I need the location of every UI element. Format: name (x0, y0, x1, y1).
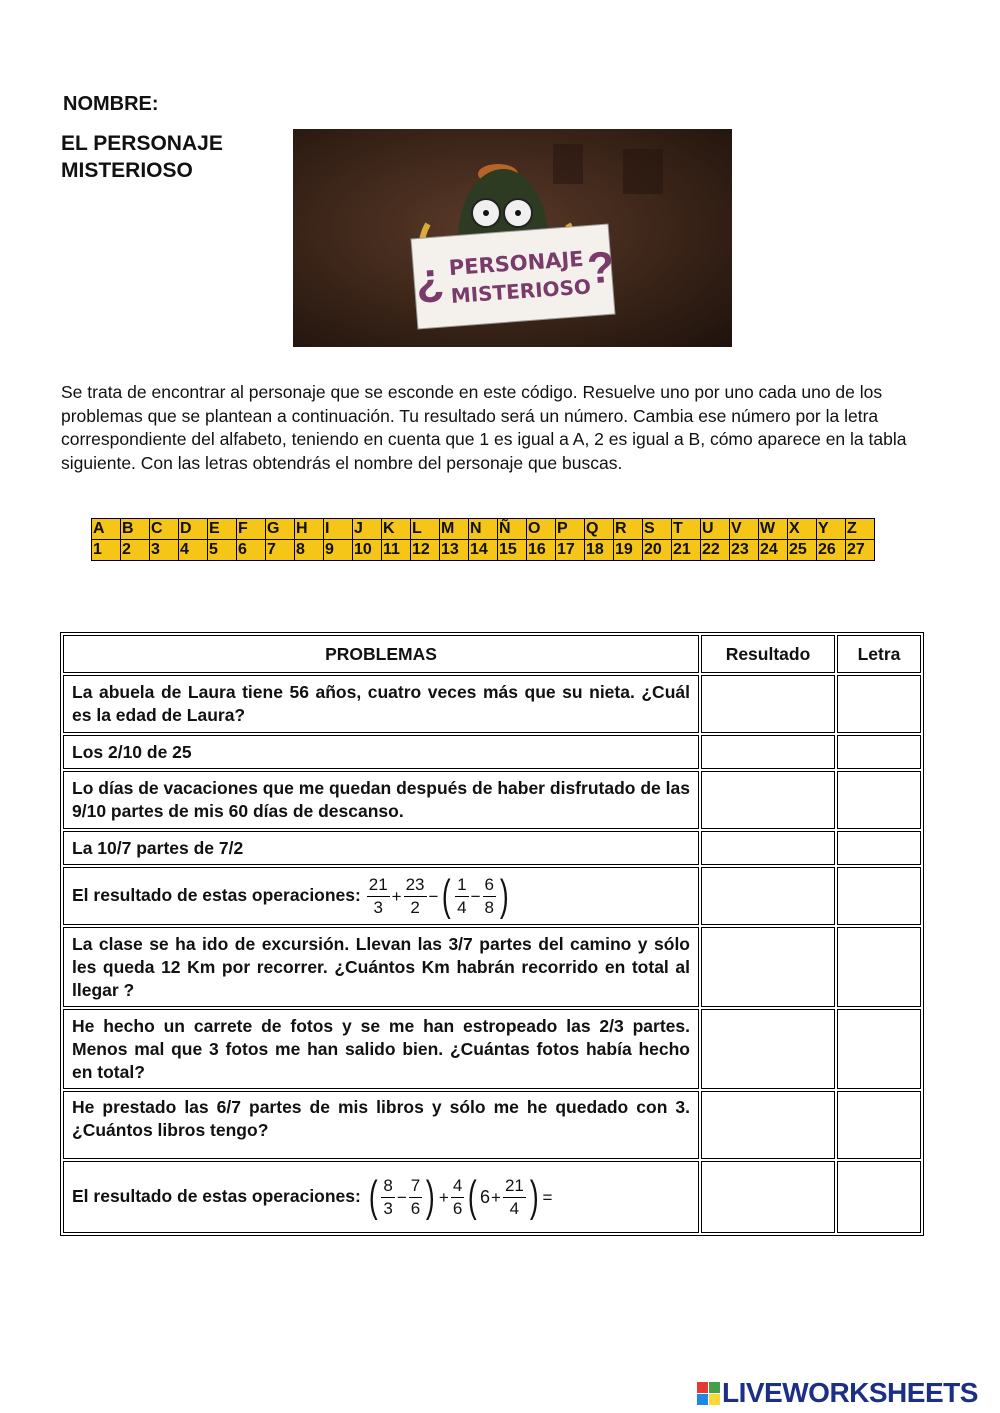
alphabet-letter-cell: X (788, 519, 817, 540)
denominator: 6 (410, 1198, 421, 1218)
alphabet-number-cell: 2 (121, 540, 150, 561)
mystery-sign (413, 234, 620, 327)
title-line-1: EL PERSONAJE (61, 132, 223, 155)
alphabet-number-cell: 21 (672, 540, 701, 561)
plus-sign: + (491, 1187, 501, 1207)
alphabet-number-cell: 27 (846, 540, 875, 561)
alphabet-letter-cell: M (440, 519, 469, 540)
alphabet-letter-cell: H (295, 519, 324, 540)
letter-answer-cell[interactable] (837, 1091, 921, 1159)
problem-expression-1 (63, 867, 699, 925)
problem-text: La 10/7 partes de 7/2 (63, 831, 699, 865)
numerator: 23 (404, 874, 427, 897)
alphabet-number-cell: 15 (498, 540, 527, 561)
alphabet-letter-cell: G (266, 519, 295, 540)
alphabet-letter-cell: P (556, 519, 585, 540)
denominator: 8 (484, 897, 494, 917)
alphabet-number-cell: 25 (788, 540, 817, 561)
alphabet-letter-cell: Z (846, 519, 875, 540)
alphabet-letter-cell: I (324, 519, 353, 540)
fraction (455, 874, 468, 919)
result-answer-cell[interactable] (701, 1161, 835, 1233)
alphabet-number-cell: 14 (469, 540, 498, 561)
problem-text: Lo días de vacaciones que me quedan después de haber disfrutado de las 9/10 partes de mis 60 días de descanso. (63, 771, 699, 829)
sign-line-2: MISTERIOSO (450, 274, 592, 309)
problem-row (63, 1161, 921, 1233)
minus-sign: − (428, 886, 439, 906)
alphabet-letter-cell: V (730, 519, 759, 540)
alphabet-number-cell: 24 (759, 540, 788, 561)
name-label: NOMBRE: (63, 93, 159, 115)
alphabet-number-cell: 10 (353, 540, 382, 561)
alphabet-letter-cell: C (150, 519, 179, 540)
alphabet-number-cell: 22 (701, 540, 730, 561)
left-paren: ( (442, 871, 452, 920)
alphabet-number-cell: 13 (440, 540, 469, 561)
sign-question-open: ¿ (413, 251, 446, 306)
numerator: 1 (455, 874, 468, 897)
alphabet-number-cell: 5 (208, 540, 237, 561)
fraction (381, 1175, 394, 1220)
alphabet-number-cell: 19 (614, 540, 643, 561)
fraction (483, 874, 496, 919)
alphabet-letter-cell: F (237, 519, 266, 540)
problem-row (63, 831, 921, 865)
alphabet-letter-cell: J (353, 519, 382, 540)
problem-text: He prestado las 6/7 partes de mis libros y sólo me he quedado con 3. ¿Cuántos libros tengo? (63, 1091, 699, 1159)
fraction (503, 1175, 526, 1220)
problem-row (63, 1091, 921, 1159)
letter-answer-cell[interactable] (837, 771, 921, 829)
denominator: 3 (383, 1198, 393, 1218)
letter-answer-cell[interactable] (837, 831, 921, 865)
alphabet-letter-cell: D (179, 519, 208, 540)
problem-row (63, 771, 921, 829)
alphabet-numbers-row (92, 540, 875, 561)
alphabet-letter-cell: E (208, 519, 237, 540)
alphabet-number-cell: 20 (643, 540, 672, 561)
result-answer-cell[interactable] (701, 1009, 835, 1089)
alphabet-letter-cell: U (701, 519, 730, 540)
alphabet-letter-cell: A (92, 519, 121, 540)
right-paren: ) (499, 871, 509, 920)
problem-row (63, 675, 921, 733)
problem-row (63, 927, 921, 1007)
numerator: 8 (381, 1175, 394, 1198)
denominator: 4 (509, 1198, 520, 1218)
problem-text: El resultado de estas operaciones: (72, 884, 361, 905)
numerator: 7 (409, 1175, 422, 1198)
letter-answer-cell[interactable] (837, 867, 921, 925)
problem-expression-2 (63, 1161, 699, 1233)
alphabet-letter-cell: W (759, 519, 788, 540)
alphabet-letter-cell: Ñ (498, 519, 527, 540)
plus-sign: + (391, 886, 402, 906)
problem-text: La abuela de Laura tiene 56 años, cuatro veces más que su nieta. ¿Cuál es la edad de Laura? (63, 675, 699, 733)
alphabet-letter-cell: Y (817, 519, 846, 540)
alphabet-letter-cell: Q (585, 519, 614, 540)
instructions-paragraph: Se trata de encontrar al personaje que se esconde en este código. Resuelve uno por uno cada uno de los problemas que se plantean a continuación. Tu resultado será un número. Cambia ese número por la letra correspondiente del alfabeto, teniendo en cuenta que 1 es igual a A, 2 es igual a B, cómo aparece en la tabla siguiente. Con las letras obtendrás el nombre del personaje que buscas. (61, 382, 907, 473)
sign-question-close: ? (585, 242, 616, 294)
alphabet-number-cell: 8 (295, 540, 324, 561)
alphabet-letter-cell: S (643, 519, 672, 540)
minus-sign: − (396, 1187, 407, 1207)
problems-table (60, 632, 924, 1236)
alphabet-number-cell: 9 (324, 540, 353, 561)
alphabet-letter-cell: N (469, 519, 498, 540)
alphabet-number-cell: 18 (585, 540, 614, 561)
liveworksheets-logo-icon (697, 1382, 720, 1405)
alphabet-number-cell: 7 (266, 540, 295, 561)
problem-row (63, 735, 921, 769)
letter-answer-cell[interactable] (837, 675, 921, 733)
problems-header-row (63, 635, 921, 673)
alphabet-number-cell: 23 (730, 540, 759, 561)
alphabet-code-table (91, 518, 875, 561)
numerator: 4 (451, 1175, 464, 1198)
alphabet-number-cell: 17 (556, 540, 585, 561)
alphabet-letter-cell: O (527, 519, 556, 540)
alphabet-letters-row (92, 519, 875, 540)
alphabet-letter-cell: R (614, 519, 643, 540)
alphabet-letter-cell: T (672, 519, 701, 540)
problem-text: La clase se ha ido de excursión. Llevan las 3/7 partes del camino y sólo les queda 12 Km por recorrer. ¿Cuántos Km habrán recorrido en total al llegar ? (63, 927, 699, 1007)
result-answer-cell[interactable] (701, 735, 835, 769)
problem-text: He hecho un carrete de fotos y se me han estropeado las 2/3 partes. Menos mal que 3 fotos me han salido bien. ¿Cuántas fotos había hecho en total? (63, 1009, 699, 1089)
problem-text: El resultado de estas operaciones: (72, 1185, 361, 1206)
header-problems: PROBLEMAS (63, 635, 699, 673)
header-result: Resultado (701, 635, 835, 673)
letter-answer-cell[interactable] (837, 1161, 921, 1233)
mystery-character-image (293, 129, 732, 347)
fraction (409, 1175, 422, 1220)
letter-answer-cell[interactable] (837, 735, 921, 769)
right-paren: ) (426, 1172, 435, 1221)
denominator: 6 (452, 1198, 463, 1218)
left-paren: ( (468, 1172, 478, 1221)
sign-line-1: PERSONAJE (448, 246, 585, 281)
result-answer-cell[interactable] (701, 831, 835, 865)
result-answer-cell[interactable] (701, 675, 835, 733)
problem-row (63, 1009, 921, 1089)
numerator: 6 (483, 874, 496, 897)
alphabet-letter-cell: B (121, 519, 150, 540)
result-answer-cell[interactable] (701, 771, 835, 829)
numerator: 21 (503, 1175, 526, 1198)
alphabet-number-cell: 12 (411, 540, 440, 561)
worksheet-title (61, 130, 223, 184)
left-paren: ( (368, 1172, 378, 1221)
equals-sign: = (542, 1187, 553, 1207)
denominator: 2 (410, 897, 420, 917)
letter-answer-cell[interactable] (837, 1009, 921, 1089)
header-letter: Letra (837, 635, 921, 673)
problem-text: Los 2/10 de 25 (63, 735, 699, 769)
problem-row (63, 867, 921, 925)
alphabet-number-cell: 3 (150, 540, 179, 561)
logo-text: LIVEWORKSHEETS (722, 1377, 978, 1408)
whole-number: 6 (479, 1186, 490, 1207)
result-answer-cell[interactable] (701, 927, 835, 1007)
alphabet-number-cell: 1 (92, 540, 121, 561)
liveworksheets-logo (697, 1377, 978, 1409)
fraction (404, 874, 427, 919)
minus-sign: − (470, 886, 481, 906)
alphabet-number-cell: 26 (817, 540, 846, 561)
plus-sign: + (438, 1187, 449, 1207)
result-answer-cell[interactable] (701, 867, 835, 925)
alphabet-number-cell: 4 (179, 540, 208, 561)
alphabet-number-cell: 11 (382, 540, 411, 561)
title-line-2: MISTERIOSO (61, 159, 193, 182)
alphabet-number-cell: 6 (237, 540, 266, 561)
fraction (367, 874, 390, 919)
denominator: 4 (457, 897, 467, 917)
result-answer-cell[interactable] (701, 1091, 835, 1159)
denominator: 3 (373, 897, 383, 917)
fraction (451, 1175, 464, 1220)
alphabet-letter-cell: L (411, 519, 440, 540)
numerator: 21 (367, 874, 390, 897)
letter-answer-cell[interactable] (837, 927, 921, 1007)
right-paren: ) (529, 1172, 539, 1221)
alphabet-number-cell: 16 (527, 540, 556, 561)
alphabet-letter-cell: K (382, 519, 411, 540)
